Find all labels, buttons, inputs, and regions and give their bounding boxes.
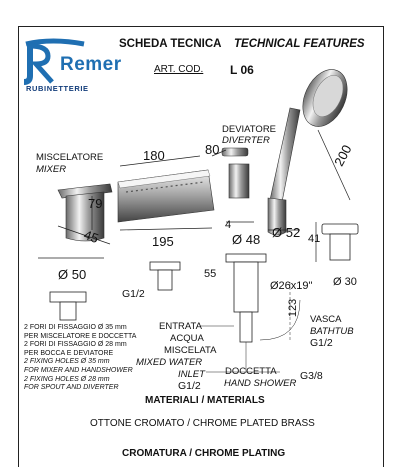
dimension-52: Ø 52 <box>272 225 301 240</box>
dimension-45: 45 <box>81 226 101 247</box>
dimension-123: 123 <box>287 298 300 318</box>
handshower-label-en: HAND SHOWER <box>224 378 297 389</box>
note-line-8: FOR SPOUT AND DIVERTER <box>24 384 119 392</box>
title-english: TECHNICAL FEATURES <box>234 38 365 50</box>
diverter-label-en: DIVERTER <box>222 135 270 146</box>
dimension-195: 195 <box>152 234 174 249</box>
note-line-4: PER BOCCA E DEVIATORE <box>24 349 114 357</box>
article-code-value: L 06 <box>230 63 254 77</box>
title-italian: SCHEDA TECNICA <box>119 38 222 50</box>
brand-tagline: RUBINETTERIE <box>26 84 89 93</box>
diverter-label-it: DEVIATORE <box>222 124 277 135</box>
inlet-label-en-line1: MIXED WATER <box>136 357 203 368</box>
dimension-50: Ø 50 <box>58 267 87 282</box>
handshower-label-it: DOCCETTA <box>225 366 277 377</box>
bathtub-label-en: BATHTUB <box>310 326 354 337</box>
note-line-5: 2 FIXING HOLES Ø 35 mm <box>24 358 110 366</box>
note-line-3: 2 FORI DI FISSAGGIO Ø 28 mm <box>24 341 127 349</box>
spout-illustration <box>118 170 214 222</box>
bathtub-label-it: VASCA <box>310 314 342 325</box>
dimension-80: 80 <box>205 142 220 157</box>
materials-title: MATERIALI / MATERIALS <box>145 395 265 406</box>
note-line-7: 2 FIXING HOLES Ø 28 mm <box>24 375 110 383</box>
inlet-label-line2: ACQUA <box>170 333 204 344</box>
dimension-30: Ø 30 <box>333 276 357 288</box>
handshower-thread: G3/8 <box>300 370 323 382</box>
inlet-label-line1: ENTRATA <box>159 321 202 332</box>
article-code-label: ART. COD. <box>154 64 204 75</box>
diverter-illustration <box>222 148 249 198</box>
fixing-notes <box>24 324 136 393</box>
note-line-6: FOR MIXER AND HANDSHOWER <box>24 366 133 374</box>
note-line-1: 2 FORI DI FISSAGGIO Ø 35 mm <box>24 324 127 331</box>
dimension-26: Ø26x19" <box>270 280 313 292</box>
mixer-label-en: MIXER <box>36 164 67 175</box>
plating-title: CROMATURA / CHROME PLATING <box>122 448 286 459</box>
materials-value: OTTONE CROMATO / CHROME PLATED BRASS <box>90 418 315 429</box>
dimension-48: Ø 48 <box>232 232 261 247</box>
note-line-2: PER MISCELATORE E DOCCETTA <box>24 332 137 340</box>
inlet-thread: G1/2 <box>178 380 201 392</box>
dimension-200: 200 <box>331 142 355 169</box>
dimension-79: 79 <box>88 196 103 211</box>
dimension-4: 4 <box>225 219 232 231</box>
bathtub-thread: G1/2 <box>310 337 333 349</box>
mixer-label-it: MISCELATORE <box>36 152 104 163</box>
inlet-label-en-line2: INLET <box>178 369 205 380</box>
dimension-55: 55 <box>204 268 217 280</box>
dimension-41: 41 <box>308 233 321 245</box>
inlet-label-line3: MISCELATA <box>164 345 217 356</box>
brand-name: Remer <box>60 54 122 75</box>
inlet-thread-left: G1/2 <box>122 288 145 300</box>
dimension-180: 180 <box>143 148 165 163</box>
